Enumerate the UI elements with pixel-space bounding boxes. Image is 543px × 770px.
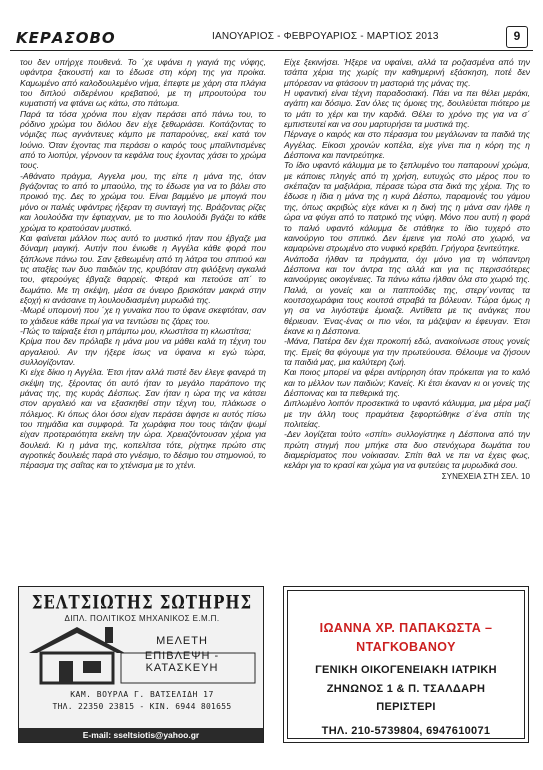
paragraph: Διπλωμένο λοιπόν προσεκτικά το υφαντό κάλυμμα, μια μέρα μαζί με την άλλη τους πραμάτεια ξεφορτώθηκε σ΄ένα σπίτι της πολιτείας.	[284, 398, 530, 430]
newspaper-title: ΚΕΡΑΣΟΒΟ	[16, 29, 116, 47]
ad-inner-frame	[287, 590, 525, 739]
paragraph: Το ίδιο υφαντό κάλυμμα με το ξεπλυμένο του παπαρουνί χρώμα, με κάποιες πληγές από τη χρήση, ευτυχώς στο μέρος που το σκέπαζαν τα μαξιλάρια, πέρασε τώρα στα δικά της χέρια. Της το έδωσε η ίδια η μάνα της η κυρά Δέσπω, παραμονές του γάμου της, όπως ακριβώς είχε κάνει κι η δική της η μάνα σαν ήλθε η ώρα να φύγει από το πατρικό της νύφη. Μόνο που αυτή η φορά το παλιό υφαντό κάλυμμα δε στάθηκε το ίδιο τυχερό στο καινούργιο του σπιτικό. Δεν έμεινε για πολύ στο χωριό, να καμαρώνει στρωμένο στο νυφικό κρεβάτι. Γρήγορα ξενιτεύτηκε.	[284, 160, 530, 254]
engineer-advertisement	[18, 586, 264, 743]
ad-city: ΠΕΡΙΣΤΕΡΙ	[376, 701, 436, 713]
page-header	[12, 26, 532, 52]
paragraph: Η υφαντική είναι τέχνη παραδοσιακή. Πάει να πει θέλει μεράκι, αγάπη και δόσιμο. Σαν όλες τις όμοιες της, δουλεύεται πιότερο με το μάτι το χέρι και την καρδιά. Θέλει το χρόνο της για να σ΄ εμπιστευτεί και να σου μαρτυρήσει τα μυστικά της.	[284, 88, 530, 130]
ad-email: E-mail: sseltsiotis@yahoo.gr	[19, 728, 263, 742]
ad-phone: ΤΗΛ. 22350 23815 - ΚΙΝ. 6944 801655	[52, 702, 232, 711]
header-rule	[10, 50, 533, 51]
ad-service-construction: ΕΠΙΒΛΕΨΗ - ΚΑΤΑΣΚΕΥΗ	[144, 650, 220, 674]
paragraph: του δεν υπήρχε πουθενά. Το ΄χε υφάνει η γιαγιά της νύφης, υφάντρα ξακουστή και το έδωσε στη κόρη της για προίκα. Καμωμένο από καλοδουλεμένο νήμα, έπεφτε με χάρη στα πλάγια του διπλού σιδερένιου κρεβατιού, με τη μπρουτούρα του κυματιστή να φτάνει ως κάτω, στο πάτωμα.	[20, 57, 266, 109]
ad-doctor-name: ΙΩΑΝΝΑ ΧΡ. ΠΑΠΑΚΩΣΤΑ –	[319, 621, 493, 635]
ad-doctor-surname: ΝΤΑΓΚΟΒΑΝΟΥ	[356, 640, 456, 654]
ad-service-study: ΜΕΛΕΤΗ	[156, 635, 208, 647]
paragraph: Και ποιος μπορεί να φέρει αντίρρηση όταν πρόκειται για το καλό και το μέλλον των παιδιών; Κανείς. Κι έτσι έκαναν κι οι γονείς της Δέσποινας και τα πεθερικά της.	[284, 367, 530, 398]
ad-specialty: ΓΕΝΙΚΗ ΟΙΚΟΓΕΝΕΙΑΚΗ ΙΑΤΡΙΚΗ	[315, 664, 497, 676]
paragraph: Και φαίνεται μάλλον πως αυτό το μυστικό ήταν που έβγαζε μια δύναμη μαγική. Αυτήν που ένιωθε η Αγγέλα κάθε φορά που ξάπλωνε πάνω του. Σαν ξεθεωμένη από τη λάτρα του σπιτιού και τις αταξίες των δυο παιδιών της, κρυβόταν στη φιλόξενη αγκαλιά του, φτερούγες έβγαζε θαρρείς. Φτερά και πετούσε απ΄ το δωμάτιο. Με τη σκέψη, μέσα σε όνειρο βρισκόταν μακριά στην εξοχή κι ανάσαινε τη λουλουδιασμένη μυρωδιά της.	[20, 232, 266, 305]
article-left-column	[20, 57, 266, 471]
continued-notice: ΣΥΝΕΧΕΙΑ ΣΤΗ ΣΕΛ. 10	[441, 471, 530, 481]
paragraph: Πέρναγε ο καιρός και στο πέρασμα του μεγάλωναν τα παιδιά της Αγγέλας. Είκοσι χρονών κοπέλα, είχε γίνει πια η κόρη της η Δέσποινα και παντρεύτηκε.	[284, 129, 530, 161]
paragraph: -Αθάνατο πράγμα, Αγγελα μου, της είπε η μάνα της, όταν βγάζοντας το από το μπαούλο, της το έδωσε για να το βάλει στο προικιό της. Δες το χρώμα του. Είναι βαμμένο με μπογιά που μόνο οι παλιές υφάντρες ήξεραν τη συνταγή της. Βράζοντας ρίζες και λουλούδια την έφτιαχναν, με το πιο λουλούδι βγάζει το κάθε χρώμα το κρατούσαν μυστικό.	[20, 170, 266, 233]
paragraph: -Μάνα, Πατέρα δεν έχει προκοπή εδώ, ανακοίνωσε στους γονείς της. Εμείς θα φύγουμε για την πρωτεύουσα. Θέλουμε να ζήσουν τα παιδιά μας, μια καλύτερη ζωή.	[284, 336, 530, 367]
ad-street: ΖΗΝΩΝΟΣ 1 & Π. ΤΣΑΛΔΑΡΗ	[326, 683, 486, 695]
paragraph: -Πώς το ταίριαξε έτσι η μπάμπω μου, κλωστίτσα τη κλωστίτσα;	[20, 325, 252, 336]
ad-engineer-title: ΔΙΠΛ. ΠΟΛΙΤΙΚΟΣ ΜΗΧΑΝΙΚΟΣ Ε.Μ.Π.	[64, 614, 220, 623]
paragraph: Κρίμα που δεν πρόλαβε η μάνα μου να μάθει καλά τη τέχνη του αργαλειού. Αν την ήξερε ίσως να ύφαινα κι εγώ τώρα, συλλογίζονταν.	[20, 336, 266, 367]
paragraph: Παρά τα τόσα χρόνια που είχαν περάσει από πάνω του, το ρόδινο χρώμα του διόλου δεν είχε ξεθωριάσει. Κοιτάζοντας το νόμιζες πως αγνάντευες κάμπο με παπαρούνες, εκεί κατά τον Ιούνιο. Όταν έχοντας πια περάσει ο καιρός τους μπαϊλντισμένες από το λιοπύρι, γέρνουν τα κεφάλια τους έχοντας χάσει το χρώμα τους.	[20, 108, 266, 171]
ad-phone: ΤΗΛ. 210-5739804, 6947610071	[321, 725, 491, 737]
ad-address: ΚΑΜ. ΒΟΥΡΛΑ Γ. ΒΑΤΣΕΛΙΔΗ 17	[70, 690, 214, 699]
paragraph: Ανάποδα ήλθαν τα πράγματα, όχι μόνο για τη νιόπαντρη Δέσποινα και τον άντρα της αλλά και για τις περισσότερες καινούργιες οικογένειες. Τα πάνω κάτω ήλθαν όλα στο χωριό της. Παλιά, οι γονείς και οι παππούδες της, στεργ΄νοντας τα κουτσοχωράφια τους κουτσά στραβά τα βόλευαν. Τώρα όμως η γη σα να λιγόστεψε έμοιαζε. Αντίθετα με τις ανάγκες που θέριευαν. Ένας-ένας οι πιο νέοι, τα μάζεψαν κι έφευγαν. Έτσι έκανε κι η Δέσποινα.	[284, 253, 530, 336]
issue-date: ΙΑΝΟΥΑΡΙΟΣ - ΦΕΒΡΟΥΑΡΙΟΣ - ΜΑΡΤΙΟΣ 2013	[212, 31, 439, 42]
doctor-advertisement	[283, 586, 529, 743]
paragraph: Είχε ξεκινήσει. Ήξερε να υφαίνει, αλλά τα ροζιασμένα από την τσάπα χέρια της χωρίς την καθημερινή εξάσκηση, ποτέ δεν μπόρεσαν να φτάσουν τη μαστοριά της μάνας της.	[284, 57, 530, 88]
paragraph: -Δεν λογίζεται τούτο «σπίτι» συλλογίστηκε η Δέσποινα από την πρώτη στιγμή που μπήκε στα δυο στενόχωρα δωμάτια του διαμερίσματος που νοίκιασαν. Σπίτι θαλ νε πει να έχεις φως, κελάρι για το κρασί και χώμα για να φυτεύεις τα μυρωδικά σου.	[284, 429, 530, 471]
paragraph: -Μωρέ υπομονή που ΄χε η γυναίκα που το ύφανε σκεφτόταν, σαν το χάιδευε κάθε πρωί για να τεντώσει τις ζάρες του.	[20, 305, 266, 326]
page-number: 9	[506, 26, 528, 48]
article-right-column	[284, 57, 530, 482]
ad-engineer-name: ΣΕΛΤΣΙΩΤΗΣ ΣΩΤΗΡΗΣ	[31, 590, 253, 614]
paragraph: Κι είχε δίκιο η Αγγέλα. Έτσι ήταν αλλά πιστέ δεν έλεγε φανερά τη σκέψη της, ξέροντας ότι αυτό ήταν το μεγάλο παράπονο της μάνας της, της κυράς Δέσπως. Σαν ήταν η ώρα της να κάτσει στον αργαλειό και να εξασκηθεί στην τέχνη του, πλάκωσε ο πόλεμος. Κι όπως όλοι όσοι είχαν περάσει άφησε κι αυτός πίσω του πημάδια και συμφορά. Τα χωράφια που τους τάιζαν ψωμί είχαν προτεραιότητα εκείνη την ώρα. Χρειαζόντουσαν χέρια για δουλειά. Κι η μάνα της, κοπελίτσα τότε, ρίχτηκε πρώτο στις αγροτικές δουλειές παρά στο γνέσιμο, το δέσιμο του στημονιού, το πέρασμα της σαΐτας και το χτένισμα με το χτένι.	[20, 367, 266, 471]
